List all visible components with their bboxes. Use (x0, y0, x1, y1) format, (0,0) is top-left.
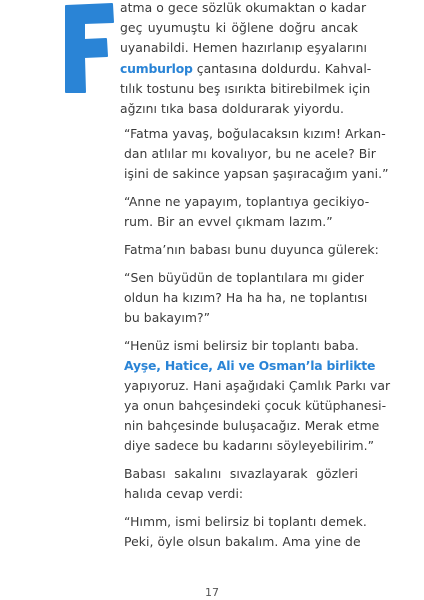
text-line-12: Fatma’nın babası bunu duyunca gülerek: (124, 242, 379, 257)
text-line-14: oldun ha kızım? Ha ha ha, ne toplantısı (124, 290, 368, 305)
text-line-3: uyanabildi. Hemen hazırlanıp eşyalarını (120, 40, 368, 55)
text-line-24: “Hımm, ismi belirsiz bi toplantı demek. (124, 514, 367, 529)
highlight-word: cumburlop (120, 61, 193, 76)
text-line-8: dan atlılar mı kovalıyor, bu ne acele? Bir (124, 146, 376, 161)
page-number: 17 (205, 586, 219, 599)
text-line-15: bu bakayım?” (124, 310, 211, 325)
text-line-22: Babası sakalını sıvazlayarak gözleri (124, 466, 358, 481)
text-line-18: yapıyoruz. Hani aşağıdaki Çamlık Parkı var (124, 378, 391, 393)
text-line-13: “Sen büyüdün de toplantılara mı gider (124, 270, 364, 285)
text-line-21: diye sadece bu kadarını söyleyebilirim.” (124, 438, 375, 453)
text-line-4: cumburlop çantasına doldurdu. Kahval- (120, 61, 372, 76)
highlight-names: Ayşe, Hatice, Ali ve Osman’la birlikte (124, 358, 376, 373)
text-line-6: ağzını tıka basa doldurarak yiyordu. (120, 101, 344, 116)
text-line-10: “Anne ne yapayım, toplantıya gecikiyo- (124, 194, 370, 209)
text-line-17 (124, 358, 376, 374)
text-line-25: Peki, öyle olsun bakalım. Ama yine de (124, 534, 361, 549)
text-line-23: halıda cevap verdi: (124, 486, 244, 501)
text-line-1: atma o gece sözlük okumaktan o kadar (120, 0, 367, 15)
text-line-9: işini de sakince yapsan şaşıracağım yani.” (124, 166, 389, 181)
text-line-5: tılık tostunu beş ısırıkta bitirebilmek için (120, 81, 371, 96)
text-line-19: ya onun bahçesindeki çocuk kütüphanesi- (124, 398, 387, 413)
dropcap-letter (58, 2, 118, 94)
text-line-7: “Fatma yavaş, boğulacaksın kızım! Arkan- (124, 126, 386, 141)
text-line-2: geç uyumuştu ki öğlene doğru ancak (120, 20, 358, 35)
text-line-20: nin bahçesinde buluşacağız. Merak etme (124, 418, 380, 433)
text-line-11: rum. Bir an evvel çıkmam lazım.” (124, 214, 333, 229)
text-line-16: “Henüz ismi belirsiz bir toplantı baba. (124, 338, 359, 353)
